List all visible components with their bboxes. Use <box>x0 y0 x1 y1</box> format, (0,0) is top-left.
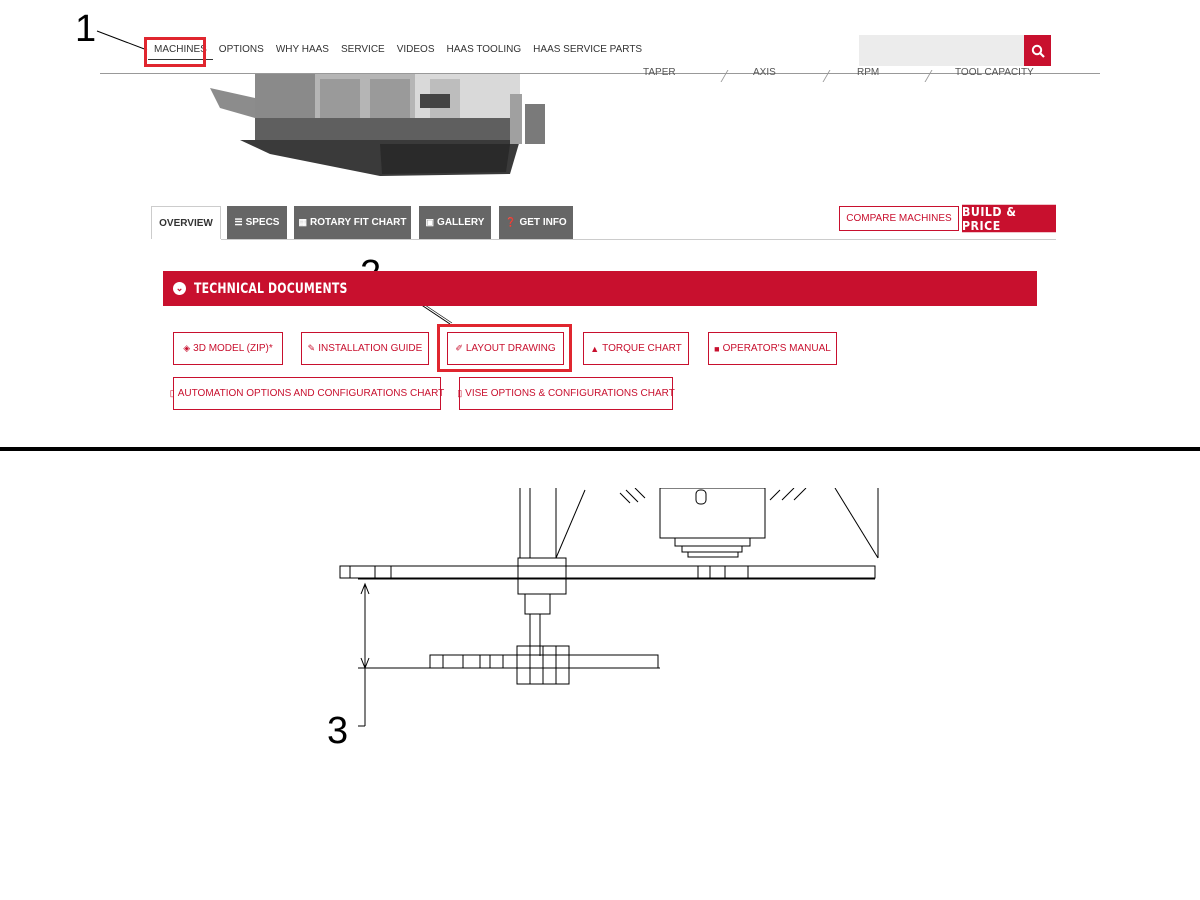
doc-automation-options-label: AUTOMATION OPTIONS AND CONFIGURATIONS CHART <box>177 388 445 399</box>
doc-torque-chart-label: TORQUE CHART <box>602 343 682 354</box>
doc-operators-manual-button[interactable] <box>708 332 837 365</box>
tab-get-info[interactable] <box>499 206 573 239</box>
spec-header-axis: AXIS <box>753 67 776 75</box>
banner-title: TECHNICAL DOCUMENTS <box>194 280 348 297</box>
doc-installation-guide-label: INSTALLATION GUIDE <box>318 343 423 354</box>
layout-drawing-highlight-box <box>437 324 572 372</box>
doc-automation-options-button[interactable] <box>169 377 445 410</box>
nav-videos[interactable]: VIDEOS <box>396 44 435 55</box>
compare-machines-button[interactable]: COMPARE MACHINES <box>839 206 959 231</box>
nav-options[interactable]: OPTIONS <box>218 44 264 55</box>
grid-icon: ▦ <box>298 217 308 227</box>
callout-1-leader <box>95 28 150 53</box>
technical-documents-banner[interactable] <box>163 271 1037 306</box>
book-icon: ■ <box>714 343 720 354</box>
nav-why-haas[interactable]: WHY HAAS <box>275 44 329 55</box>
spec-divider <box>721 70 729 82</box>
machines-highlight-box <box>144 37 206 67</box>
wrench-icon: ✎ <box>307 343 316 353</box>
tab-specs[interactable] <box>227 206 287 239</box>
edit-icon: ✐ <box>455 343 463 353</box>
layout-drawing-excerpt <box>330 488 890 738</box>
doc-installation-guide-button[interactable] <box>301 332 429 365</box>
tab-get-info-label: GET INFO <box>519 217 567 228</box>
tab-overview-label: OVERVIEW <box>159 217 213 229</box>
doc-3d-model-button[interactable] <box>173 332 283 365</box>
nav-haas-service-parts[interactable]: HAAS SERVICE PARTS <box>533 44 643 55</box>
tab-rotary-fit-chart-label: ROTARY FIT CHART <box>310 217 407 228</box>
doc-vise-options-label: VISE OPTIONS & CONFIGURATIONS CHART <box>465 388 675 399</box>
tab-specs-label: SPECS <box>245 217 280 228</box>
search-icon <box>1031 44 1045 58</box>
doc-operators-manual-label: OPERATOR'S MANUAL <box>722 343 831 354</box>
pdf-icon: ▯ <box>457 388 463 398</box>
search-input[interactable] <box>859 35 1024 66</box>
build-and-price-button[interactable]: BUILD & PRICE <box>962 205 1056 233</box>
callout-1: 1 <box>75 8 97 50</box>
doc-torque-chart-button[interactable] <box>583 332 689 365</box>
nav-machines[interactable]: MACHINES <box>148 43 213 60</box>
chevron-down-icon: ⌄ <box>173 282 186 295</box>
spec-header-tool-capacity: TOOL CAPACITY <box>955 67 1034 75</box>
spec-header-rpm: RPM <box>857 67 880 75</box>
spec-header-taper: TAPER <box>643 67 676 75</box>
tab-overview[interactable] <box>151 206 221 239</box>
tab-rotary-fit-chart[interactable] <box>294 206 411 239</box>
spec-divider <box>823 70 831 82</box>
section-divider <box>0 447 1200 451</box>
nav-service[interactable]: SERVICE <box>340 44 385 55</box>
tab-gallery[interactable] <box>419 206 491 239</box>
pdf-icon: ▯ <box>169 388 175 398</box>
callout-3: 3 <box>327 710 349 752</box>
list-icon: ☰ <box>234 217 243 227</box>
chart-icon: ▲ <box>590 343 600 354</box>
tabs-rule <box>221 239 1056 240</box>
top-nav <box>148 43 648 60</box>
machine-image <box>210 74 555 196</box>
doc-vise-options-button[interactable] <box>459 377 673 410</box>
question-icon: ❓ <box>505 217 517 227</box>
doc-3d-model-label: 3D MODEL (ZIP)* <box>193 343 273 354</box>
camera-icon: ▣ <box>425 217 435 227</box>
tab-gallery-label: GALLERY <box>437 217 485 228</box>
nav-haas-tooling[interactable]: HAAS TOOLING <box>446 44 522 55</box>
search-button[interactable] <box>1024 35 1051 66</box>
spec-divider <box>925 70 933 82</box>
doc-layout-drawing-label: LAYOUT DRAWING <box>465 343 556 354</box>
cube-icon: ◈ <box>183 343 191 353</box>
